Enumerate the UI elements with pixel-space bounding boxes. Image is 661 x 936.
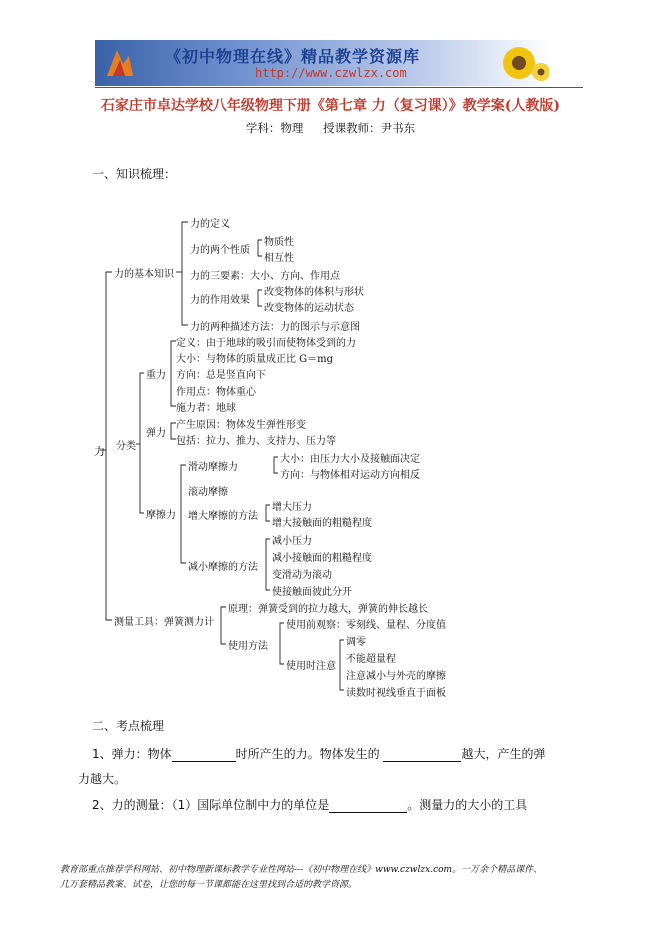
node-measuring-tool: 测量工具：弹簧测力计 [114,617,214,628]
node-before-use: 使用前观察：零刻线、量程、分度值 [286,620,446,631]
node-description-methods: 力的两种描述方法：力的图示与示意图 [190,322,360,333]
node-usage: 使用方法 [228,641,268,652]
node-within-range: 不能超量程 [346,654,396,665]
node-materiality: 物质性 [264,237,294,248]
node-reduce-friction: 减小摩擦的方法 [188,562,258,573]
node-increase-friction: 增大摩擦的方法 [188,511,258,522]
section-exam-points-heading: 二、考点梳理 [92,719,165,733]
node-increase-roughness: 增大接触面的粗糙程度 [272,518,372,529]
question-2-line-1 [92,796,527,813]
node-force-definition: 力的定义 [190,219,230,230]
node-sliding-friction: 滑动摩擦力 [188,462,238,473]
footer-line-2: 几万套精品教案、试卷，让您的每一节课都能在这里找到合适的教学资源。 [60,880,358,890]
mindmap-root: 力 [94,445,105,458]
node-gravity-definition: 定义：由于地球的吸引而使物体受到的力 [176,338,356,349]
node-read-perpendicular: 读数时视线垂直于面板 [346,688,446,699]
node-two-properties: 力的两个性质 [190,245,250,256]
node-elastic: 弹力 [146,428,166,439]
footer-line-1: 教育部重点推荐学科网站、初中物理新课标教学专业性网站---《初中物理在线》www.czwlzx.com。一万余个精品课件、 [60,865,543,875]
banner-url: http://www.czwlzx.com [255,66,407,80]
q1-blank-1[interactable] [172,761,236,762]
node-reduce-roughness: 减小接触面的粗糙程度 [272,553,372,564]
q1-text-a: 1、弹力：物体 [92,747,172,761]
node-sliding-magnitude: 大小：由压力大小及接触面决定 [280,454,420,465]
q2-text-b: 。测量力的大小的工具 [407,798,528,812]
subject-label: 学科：物理 [245,121,304,135]
node-sliding-direction: 方向：与物体相对运动方向相反 [280,470,420,481]
q1-blank-2[interactable] [383,761,461,762]
node-separate-surfaces: 使接触面彼此分开 [272,587,352,598]
node-effect-motion: 改变物体的运动状态 [264,303,354,314]
node-gravity-source: 施力者：地球 [176,403,236,414]
node-effect-shape: 改变物体的体积与形状 [264,287,364,298]
node-effects: 力的作用效果 [190,295,250,306]
node-elastic-types: 包括：拉力、推力、支持力、压力等 [176,436,336,447]
node-classification: 分类 [116,441,136,452]
section-knowledge-heading: 一、知识梳理： [92,167,177,181]
node-zero-adjust: 调零 [346,637,366,648]
question-1-line-1 [92,745,546,762]
page-footer [60,863,620,893]
node-reduce-shell-friction: 注意减小与外壳的摩擦 [346,671,446,682]
node-mutuality: 相互性 [264,253,294,264]
q2-text-a: 2、力的测量：（1）国际单位制中力的单位是 [92,798,330,812]
node-reduce-pressure: 减小压力 [272,536,312,547]
node-three-elements: 力的三要素：大小、方向、作用点 [190,271,340,282]
node-during-use: 使用时注意 [286,661,336,672]
q1-text-c: 越大，产生的弹 [461,747,546,761]
q1-text-d: 力越大。 [78,772,127,786]
node-tool-principle: 原理：弹簧受到的拉力越大，弹簧的伸长越长 [228,604,428,615]
node-gravity: 重力 [146,370,166,381]
node-elastic-cause: 产生原因：物体发生弹性形变 [176,420,306,431]
page-title: 石家庄市卓达学校八年级物理下册《第七章 力（复习课）》教学案(人教版) [100,98,561,114]
node-gravity-magnitude: 大小：与物体的质量成正比 G＝mg [176,354,334,365]
teacher-label: 授课教师：尹书东 [323,121,416,135]
node-gravity-point: 作用点：物体重心 [176,387,256,398]
q2-blank-1[interactable] [329,812,407,813]
node-rolling-friction: 滚动摩擦 [188,487,228,498]
node-increase-pressure: 增大压力 [272,502,312,513]
node-basic-knowledge: 力的基本知识 [114,269,174,280]
node-slide-to-roll: 变滑动为滚动 [272,570,332,581]
node-gravity-direction: 方向：总是竖直向下 [176,370,266,381]
q1-text-b: 时所产生的力。物体发生的 [235,747,380,761]
banner-title: 《初中物理在线》精品教学资源库 [165,47,421,66]
node-friction: 摩擦力 [146,510,176,521]
